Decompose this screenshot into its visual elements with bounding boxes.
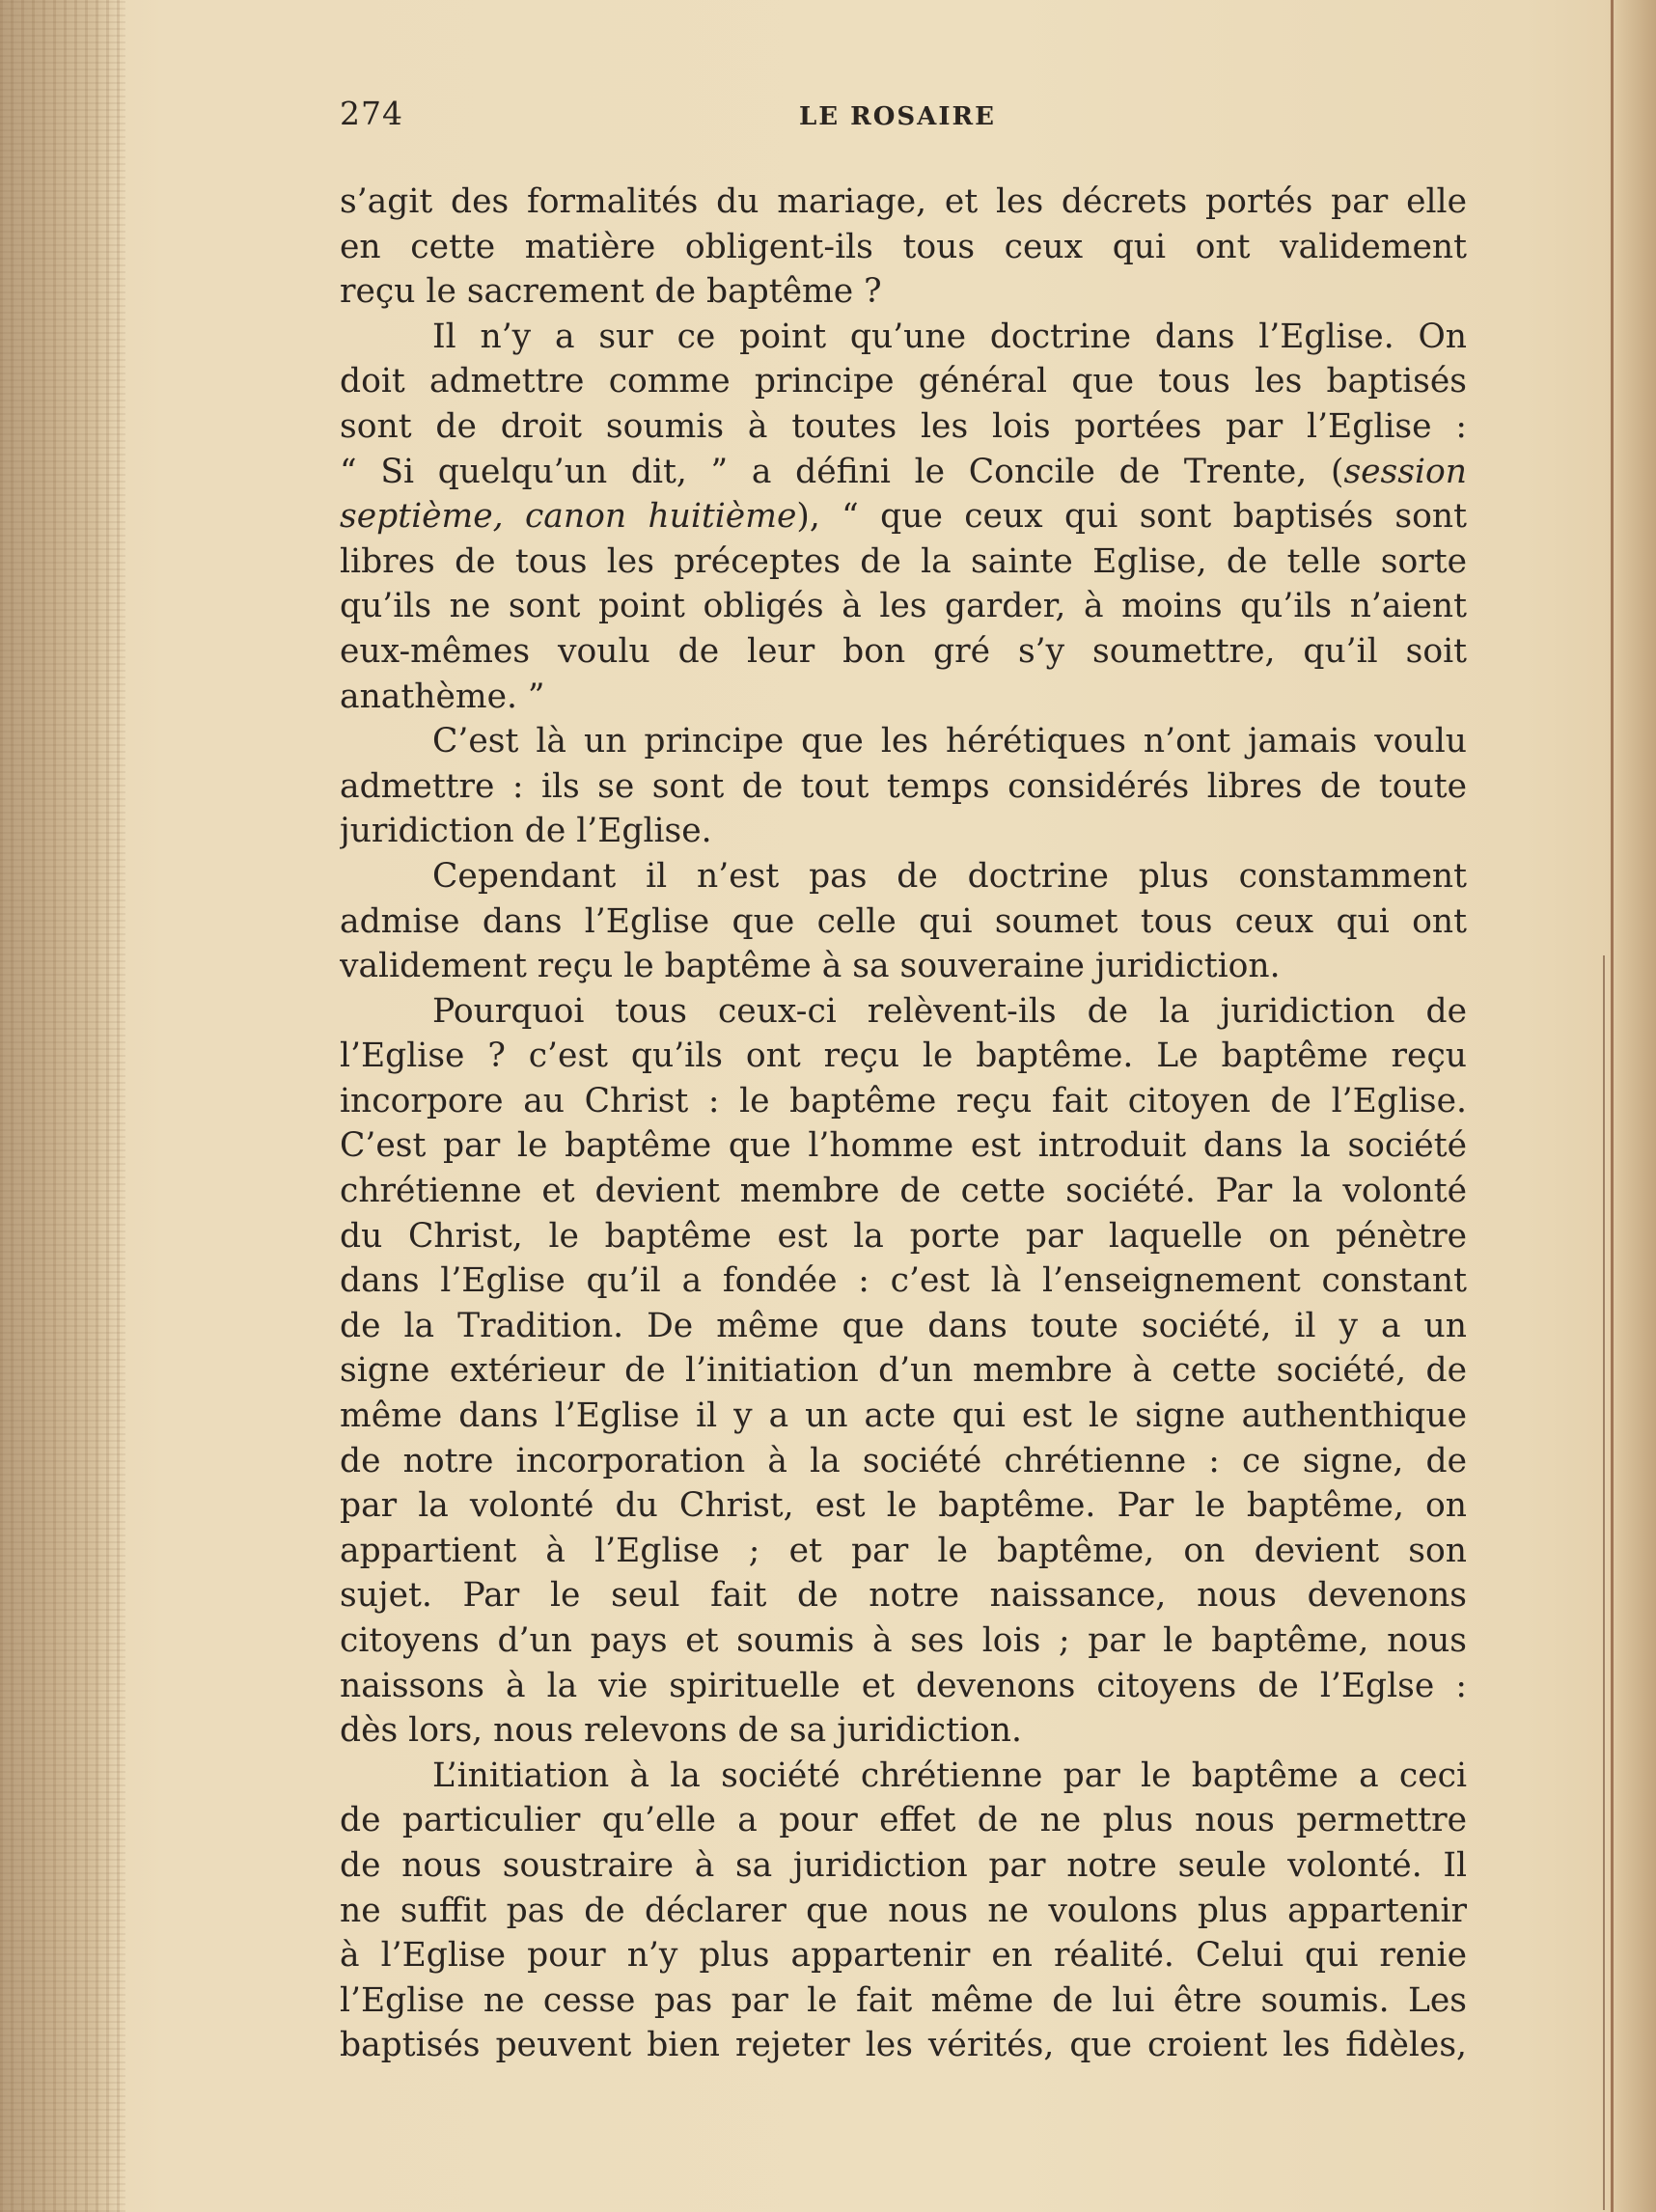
text-line: dès lors, nous relevons de sa juridiction. bbox=[340, 1711, 1022, 1751]
text-line: admise dans l’Eglise que celle qui soumet tous ceux qui ont bbox=[340, 901, 1467, 941]
text-line: eux-mêmes voulu de leur bon gré s’y soumettre, qu’il soit bbox=[340, 631, 1467, 671]
text-line: de particulier qu’elle a pour effet de ne plus nous permettre bbox=[340, 1801, 1467, 1840]
running-header bbox=[340, 95, 1469, 152]
text-line: C’est là un principe que les hérétiques n’ont jamais voulu bbox=[432, 722, 1467, 761]
text-line: l’Eglise ne cesse pas par le fait même de lui être soumis. Les bbox=[340, 1980, 1467, 2020]
text-line: doit admettre comme principe général que tous les baptisés bbox=[340, 362, 1467, 401]
text-line: reçu le sacrement de baptême ? bbox=[340, 272, 882, 312]
text-line: juridiction de l’Eglise. bbox=[340, 812, 712, 851]
page-right-edge bbox=[1608, 0, 1656, 2212]
text-line: L’initiation à la société chrétienne par le baptême a ceci bbox=[432, 1756, 1467, 1795]
text-line: par la volonté du Christ, est le baptême. Par le baptême, on bbox=[340, 1486, 1467, 1526]
text-line: l’Eglise ? c’est qu’ils ont reçu le baptême. Le baptême reçu bbox=[340, 1037, 1467, 1076]
body-text bbox=[340, 180, 1467, 2068]
text-line: incorpore au Christ : le baptême reçu fait citoyen de l’Eglise. bbox=[340, 1081, 1467, 1120]
text-line: de la Tradition. De même que dans toute société, il y a un bbox=[340, 1306, 1467, 1345]
text-line: ne suffit pas de déclarer que nous ne voulons plus appartenir bbox=[340, 1891, 1467, 1930]
page-gutter bbox=[0, 0, 125, 2212]
text-line: baptisés peuvent bien rejeter les vérités, que croient les fidèles, bbox=[340, 2026, 1467, 2065]
text-line: de nous soustraire à sa juridiction par notre seule volonté. Il bbox=[340, 1845, 1467, 1885]
text-line: “ Si quelqu’un dit, ” a défini le Concile de Trente, (session bbox=[340, 452, 1467, 491]
text-line: du Christ, le baptême est la porte par laquelle on pénètre bbox=[340, 1216, 1467, 1256]
text-line: sujet. Par le seul fait de notre naissance, nous devenons bbox=[340, 1576, 1467, 1616]
running-title: LE ROSAIRE bbox=[799, 102, 996, 131]
text-line: dans l’Eglise qu’il a fondée : c’est là l’enseignement constant bbox=[340, 1261, 1467, 1301]
text-line: validement reçu le baptême à sa souveraine juridiction. bbox=[340, 947, 1281, 986]
text-line: anathème. ” bbox=[340, 677, 545, 716]
text-line: Pourquoi tous ceux-ci relèvent-ils de la juridiction de bbox=[432, 991, 1467, 1031]
text-line: s’agit des formalités du mariage, et les décrets portés par elle bbox=[340, 182, 1467, 221]
text-line: qu’ils ne sont point obligés à les garder, à moins qu’ils n’aient bbox=[340, 587, 1467, 626]
page-edge-rule bbox=[1611, 0, 1614, 2212]
text-line: à l’Eglise pour n’y plus appartenir en réalité. Celui qui renie bbox=[340, 1936, 1467, 1976]
text-line: citoyens d’un pays et soumis à ses lois ; par le baptême, nous bbox=[340, 1621, 1467, 1660]
text-line: en cette matière obligent-ils tous ceux qui ont validement bbox=[340, 227, 1467, 266]
page-edge-rule-lower bbox=[1603, 955, 1605, 2210]
text-line: Cependant il n’est pas de doctrine plus constamment bbox=[432, 856, 1467, 896]
text-line: chrétienne et devient membre de cette société. Par la volonté bbox=[340, 1172, 1467, 1211]
text-line: libres de tous les préceptes de la sainte Eglise, de telle sorte bbox=[340, 541, 1467, 581]
text-line: de notre incorporation à la société chrétienne : ce signe, de bbox=[340, 1441, 1467, 1480]
text-line: appartient à l’Eglise ; et par le baptême, on devient son bbox=[340, 1531, 1467, 1570]
text-line: signe extérieur de l’initiation d’un membre à cette société, de bbox=[340, 1351, 1467, 1391]
page-number: 274 bbox=[340, 95, 403, 132]
text-line: sont de droit soumis à toutes les lois portées par l’Eglise : bbox=[340, 406, 1467, 446]
text-line: naissons à la vie spirituelle et devenons citoyens de l’Eglse : bbox=[340, 1666, 1467, 1705]
text-line: Il n’y a sur ce point qu’une doctrine dans l’Eglise. On bbox=[432, 317, 1467, 356]
text-line: C’est par le baptême que l’homme est introduit dans la société bbox=[340, 1126, 1467, 1166]
text-line: septième, canon huitième), “ que ceux qui sont baptisés sont bbox=[340, 497, 1467, 537]
text-line: même dans l’Eglise il y a un acte qui est le signe authenthique bbox=[340, 1396, 1467, 1436]
text-line: admettre : ils se sont de tout temps considérés libres de toute bbox=[340, 766, 1467, 806]
